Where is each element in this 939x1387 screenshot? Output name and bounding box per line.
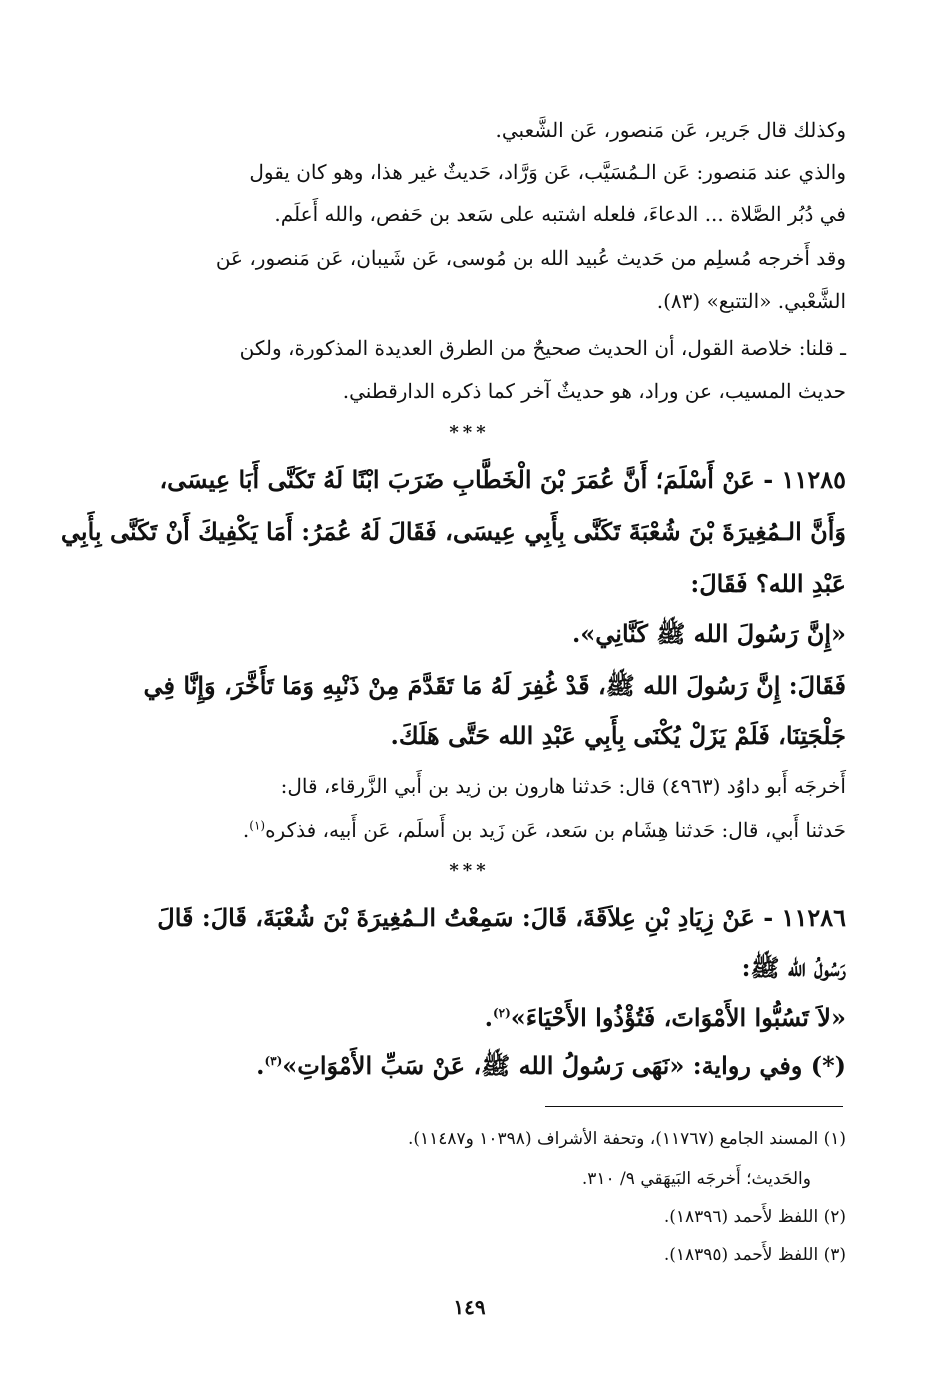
hadith-11285-line-5: فَقَالَ: إِنَّ رَسُولَ الله ﷺ، قَدْ غُفِرَ لَهُ مَا تَقَدَّمَ مِنْ ذَنْبِهِ وَمَا تَأَخَّرَ، وَإِنَّا فِي bbox=[143, 671, 846, 700]
section-separator: *** bbox=[449, 422, 490, 443]
hadith-11286-quote-text: «لاَ تَسُبُّوا الأَمْوَاتَ، فَتُؤْذُوا الأَحْيَاءَ» bbox=[510, 1003, 846, 1032]
footnote-2: (٢) اللفظ لأَحمد (١٨٣٩٦). bbox=[663, 1207, 846, 1227]
hadith-11285-line-3: عَبْدِ الله؟ فَقَالَ: bbox=[690, 569, 846, 598]
footnote-divider bbox=[545, 1106, 843, 1107]
text-line-3: في دُبُر الصَّلاة ... الدعاءَ، فلعله اشتبه على سَعد بن حَفص، والله أَعلَم. bbox=[274, 202, 846, 226]
takhrij-line-1: أَخرجَه أَبو داوُد (٤٩٦٣) قال: حَدثنا هارون بن زيد بن أَبي الزَّرقاء، قال: bbox=[280, 774, 846, 798]
takhrij-line-2-text: حَدثنا أَبي، قال: حَدثنا هِشَام بن سَعد، عَن زَيد بن أَسلَم، عَن أَبيه، فذكره bbox=[265, 818, 846, 842]
text-line-7: حديث المسيب، عن وراد، هو حديثٌ آخر كما ذكره الدارقطني. bbox=[342, 379, 846, 403]
footnote-ref-1: (١) bbox=[249, 818, 266, 833]
footnote-ref-2: (٢) bbox=[492, 1006, 511, 1020]
text-line-6: ـ قلنا: خلاصة القول، أن الحديث صحيحٌ من الطرق العديدة المذكورة، ولكن bbox=[239, 336, 846, 360]
hadith-11286-line-1: ١١٢٨٦ - عَنْ زِيَادِ بْنِ عِلاَقَةَ، قَالَ: سَمِعْتُ الـمُغِيرَةَ بْنَ شُعْبَةَ، قَالَ: قَالَ bbox=[157, 903, 846, 932]
text-line-5: الشَّعْبي. «التتبع» (٨٣). bbox=[656, 289, 846, 313]
page-number: ١٤٩ bbox=[453, 1295, 486, 1319]
footnote-1-continued: والحَديث؛ أَخرجَه البَيهَقي ٩/ ٣١٠. bbox=[581, 1169, 811, 1189]
hadith-11286-riwaya: (*) وفي رواية: «نَهَى رَسُولُ الله ﷺ، عَنْ سَبِّ الأَمْوَاتِ»$^{(٣)}$. bbox=[256, 1051, 846, 1080]
hadith-11286-riwaya-text: (*) وفي رواية: «نَهَى رَسُولُ الله ﷺ، عَنْ سَبِّ الأَمْوَاتِ» bbox=[282, 1051, 846, 1080]
text-line-1: وكذلك قال جَرير، عَن مَنصور، عَن الشَّعبي. bbox=[495, 118, 846, 142]
section-separator-2: *** bbox=[449, 860, 490, 881]
takhrij-line-2: حَدثنا أَبي، قال: حَدثنا هِشَام بن سَعد، عَن زَيد بن أَسلَم، عَن أَبيه، فذكره$^{(١)}$. bbox=[242, 818, 846, 842]
text-line-4: وقد أَخرجه مُسلِم من حَديث عُبيد الله بن مُوسى، عَن شَيبان، عَن مَنصور، عَن bbox=[215, 246, 846, 270]
hadith-11285-line-2: وَأَنَّ الـمُغِيرَةَ بْنَ شُعْبَةَ تَكَنَّى بِأَبِي عِيسَى، فَقَالَ لَهُ عُمَرُ: أَمَا يَكْفِيكَ أَنْ تَكَنَّى بِأَبِي bbox=[60, 517, 846, 546]
hadith-11285-line-1: ١١٢٨٥ - عَنْ أَسْلَمَ؛ أَنَّ عُمَرَ بْنَ الْخَطَّابِ ضَرَبَ ابْنًا لَهُ تَكَنَّى أَبَا عِيسَى، bbox=[159, 465, 846, 494]
hadith-11285-line-6: جَلْجَتِنَا، فَلَمْ يَزَلْ يُكْنَى بِأَبِي عَبْدِ الله حَتَّى هَلَكَ. bbox=[390, 721, 846, 750]
footnote-1: (١) المسند الجامع (١١٧٦٧)، وتحفة الأشراف (١٠٣٩٨ و١١٤٨٧). bbox=[407, 1129, 846, 1149]
footnote-3: (٣) اللفظ لأَحمد (١٨٣٩٥). bbox=[663, 1245, 846, 1265]
text-line-2: والذي عند مَنصور: عَن الـمُسَيَّب، عَن وَرَّاد، حَديثٌ غير هذا، وهو كان يقول bbox=[249, 160, 846, 184]
footnote-ref-3: (٣) bbox=[264, 1054, 283, 1068]
hadith-11285-quote: «إِنَّ رَسُولَ الله ﷺ كَنَّانِي». bbox=[571, 619, 846, 648]
hadith-11286-line-2: رَسُولُ الله ﷺ: bbox=[741, 953, 846, 982]
hadith-11286-quote: «لاَ تَسُبُّوا الأَمْوَاتَ، فَتُؤْذُوا الأَحْيَاءَ»$^{(٢)}$. bbox=[484, 1003, 846, 1032]
